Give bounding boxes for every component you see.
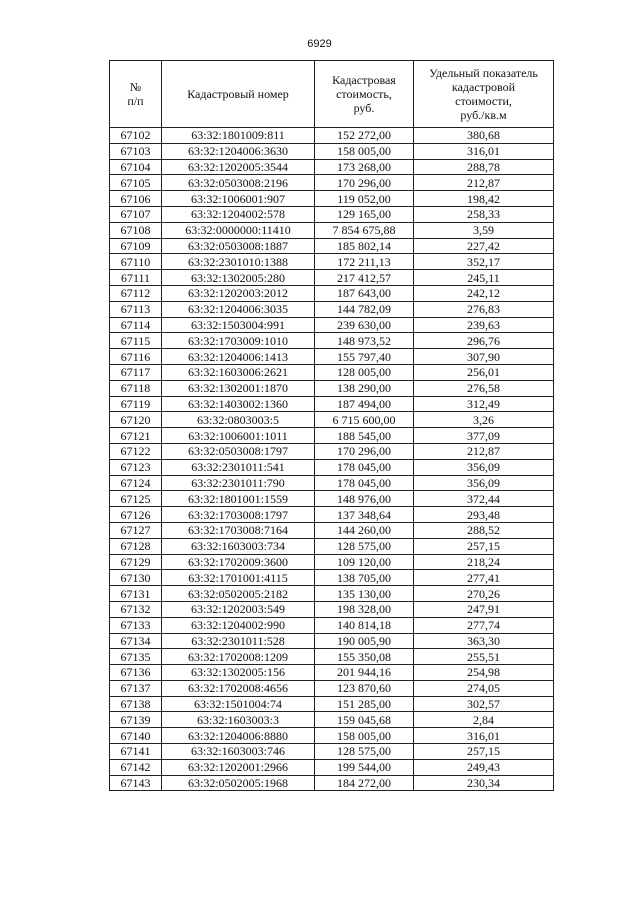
cell-row-number: 67104 [110, 159, 162, 175]
cell-cadastral-value: 178 045,00 [315, 459, 414, 475]
cell-row-number: 67124 [110, 475, 162, 491]
cell-specific-indicator: 312,49 [414, 396, 554, 412]
cell-row-number: 67119 [110, 396, 162, 412]
table-row [110, 728, 554, 744]
cell-cadastral-number: 63:32:0803003:5 [162, 412, 315, 428]
cell-specific-indicator: 212,87 [414, 175, 554, 191]
cell-cadastral-number: 63:32:1006001:907 [162, 191, 315, 207]
cell-specific-indicator: 288,78 [414, 159, 554, 175]
header-value-line: Кадастровая [332, 73, 396, 87]
table-row [110, 775, 554, 791]
cell-cadastral-value: 158 005,00 [315, 728, 414, 744]
table-row [110, 538, 554, 554]
cell-specific-indicator: 316,01 [414, 143, 554, 159]
cell-cadastral-number: 63:32:1302001:1870 [162, 380, 315, 396]
cell-cadastral-number: 63:32:2301010:1388 [162, 254, 315, 270]
table-row [110, 586, 554, 602]
header-indicator-line: Удельный показатель [429, 66, 538, 80]
cell-cadastral-number: 63:32:1801001:1559 [162, 491, 315, 507]
cell-cadastral-value: 148 973,52 [315, 333, 414, 349]
cell-cadastral-value: 172 211,13 [315, 254, 414, 270]
cell-row-number: 67107 [110, 206, 162, 222]
cell-cadastral-value: 140 814,18 [315, 617, 414, 633]
cell-specific-indicator: 288,52 [414, 522, 554, 538]
table-row [110, 333, 554, 349]
cell-cadastral-number: 63:32:1204002:990 [162, 617, 315, 633]
cell-row-number: 67122 [110, 443, 162, 459]
cell-row-number: 67128 [110, 538, 162, 554]
cell-cadastral-number: 63:32:1703009:1010 [162, 333, 315, 349]
header-row-number [110, 61, 162, 128]
cell-cadastral-number: 63:32:2301011:790 [162, 475, 315, 491]
cell-cadastral-value: 138 290,00 [315, 380, 414, 396]
table-row [110, 175, 554, 191]
header-value-line: стоимость, [336, 87, 392, 101]
cell-specific-indicator: 218,24 [414, 554, 554, 570]
table-row [110, 665, 554, 681]
cell-cadastral-value: 158 005,00 [315, 143, 414, 159]
table-row [110, 301, 554, 317]
cell-specific-indicator: 245,11 [414, 270, 554, 286]
cell-cadastral-value: 6 715 600,00 [315, 412, 414, 428]
cell-row-number: 67130 [110, 570, 162, 586]
cell-specific-indicator: 356,09 [414, 459, 554, 475]
cell-specific-indicator: 230,34 [414, 775, 554, 791]
table-row [110, 459, 554, 475]
cell-row-number: 67129 [110, 554, 162, 570]
cell-cadastral-value: 190 005,90 [315, 633, 414, 649]
cell-row-number: 67110 [110, 254, 162, 270]
cell-specific-indicator: 3,26 [414, 412, 554, 428]
cell-cadastral-value: 128 575,00 [315, 538, 414, 554]
cell-cadastral-number: 63:32:1006001:1011 [162, 428, 315, 444]
table-row [110, 744, 554, 760]
cell-row-number: 67125 [110, 491, 162, 507]
cell-cadastral-value: 155 797,40 [315, 349, 414, 365]
table-row [110, 443, 554, 459]
cell-cadastral-value: 7 854 675,88 [315, 222, 414, 238]
cell-row-number: 67117 [110, 364, 162, 380]
cell-specific-indicator: 274,05 [414, 680, 554, 696]
cell-specific-indicator: 377,09 [414, 428, 554, 444]
cell-cadastral-number: 63:32:1702008:1209 [162, 649, 315, 665]
cell-cadastral-number: 63:32:1202003:2012 [162, 285, 315, 301]
cell-specific-indicator: 296,76 [414, 333, 554, 349]
cell-specific-indicator: 352,17 [414, 254, 554, 270]
cell-cadastral-number: 63:32:1702009:3600 [162, 554, 315, 570]
cell-row-number: 67102 [110, 128, 162, 144]
cell-cadastral-number: 63:32:1703008:1797 [162, 507, 315, 523]
cell-specific-indicator: 242,12 [414, 285, 554, 301]
table-row [110, 617, 554, 633]
cell-row-number: 67133 [110, 617, 162, 633]
table-row [110, 601, 554, 617]
cell-specific-indicator: 277,41 [414, 570, 554, 586]
table-row [110, 554, 554, 570]
cell-specific-indicator: 198,42 [414, 191, 554, 207]
cell-cadastral-number: 63:32:1703008:7164 [162, 522, 315, 538]
cell-row-number: 67118 [110, 380, 162, 396]
cell-specific-indicator: 3,59 [414, 222, 554, 238]
cell-specific-indicator: 302,57 [414, 696, 554, 712]
cell-specific-indicator: 247,91 [414, 601, 554, 617]
cell-row-number: 67106 [110, 191, 162, 207]
cell-row-number: 67105 [110, 175, 162, 191]
table-row [110, 475, 554, 491]
table-row [110, 633, 554, 649]
cell-cadastral-number: 63:32:1204006:1413 [162, 349, 315, 365]
header-num-line: п/п [127, 94, 144, 108]
cell-cadastral-value: 152 272,00 [315, 128, 414, 144]
cell-row-number: 67112 [110, 285, 162, 301]
cell-cadastral-number: 63:32:2301011:541 [162, 459, 315, 475]
table-row [110, 317, 554, 333]
cell-cadastral-value: 187 494,00 [315, 396, 414, 412]
cell-cadastral-value: 184 272,00 [315, 775, 414, 791]
table-row [110, 380, 554, 396]
cell-row-number: 67116 [110, 349, 162, 365]
cell-specific-indicator: 307,90 [414, 349, 554, 365]
cell-cadastral-number: 63:32:1801009:811 [162, 128, 315, 144]
cell-cadastral-value: 170 296,00 [315, 175, 414, 191]
cell-specific-indicator: 254,98 [414, 665, 554, 681]
table-row [110, 285, 554, 301]
table-row [110, 759, 554, 775]
cell-cadastral-number: 63:32:1202001:2966 [162, 759, 315, 775]
cell-row-number: 67115 [110, 333, 162, 349]
table-row [110, 428, 554, 444]
cell-cadastral-value: 129 165,00 [315, 206, 414, 222]
cell-cadastral-number: 63:32:0503008:2196 [162, 175, 315, 191]
cell-row-number: 67120 [110, 412, 162, 428]
cell-cadastral-number: 63:32:1202003:549 [162, 601, 315, 617]
cell-specific-indicator: 257,15 [414, 744, 554, 760]
cell-cadastral-number: 63:32:1204002:578 [162, 206, 315, 222]
cell-row-number: 67127 [110, 522, 162, 538]
cell-cadastral-number: 63:32:1603003:734 [162, 538, 315, 554]
cadastral-value-table [109, 60, 554, 791]
cell-specific-indicator: 363,30 [414, 633, 554, 649]
cell-cadastral-value: 170 296,00 [315, 443, 414, 459]
table-body [110, 128, 554, 791]
cell-cadastral-value: 138 705,00 [315, 570, 414, 586]
cell-row-number: 67123 [110, 459, 162, 475]
table-row [110, 507, 554, 523]
cell-specific-indicator: 380,68 [414, 128, 554, 144]
header-specific-indicator [414, 61, 554, 128]
cell-specific-indicator: 372,44 [414, 491, 554, 507]
cell-cadastral-number: 63:32:1501004:74 [162, 696, 315, 712]
cell-row-number: 67136 [110, 665, 162, 681]
cell-row-number: 67139 [110, 712, 162, 728]
cell-row-number: 67121 [110, 428, 162, 444]
cell-cadastral-value: 135 130,00 [315, 586, 414, 602]
cell-specific-indicator: 277,74 [414, 617, 554, 633]
cell-row-number: 67132 [110, 601, 162, 617]
table-row [110, 206, 554, 222]
cell-cadastral-number: 63:32:2301011:528 [162, 633, 315, 649]
cell-cadastral-value: 185 802,14 [315, 238, 414, 254]
cell-cadastral-value: 148 976,00 [315, 491, 414, 507]
table-row [110, 649, 554, 665]
cell-cadastral-value: 187 643,00 [315, 285, 414, 301]
cell-specific-indicator: 227,42 [414, 238, 554, 254]
cell-cadastral-number: 63:32:1403002:1360 [162, 396, 315, 412]
cell-cadastral-value: 144 782,09 [315, 301, 414, 317]
cell-row-number: 67140 [110, 728, 162, 744]
cell-cadastral-value: 128 575,00 [315, 744, 414, 760]
cell-cadastral-value: 123 870,60 [315, 680, 414, 696]
table-row [110, 128, 554, 144]
cell-cadastral-number: 63:32:0000000:11410 [162, 222, 315, 238]
cell-cadastral-number: 63:32:1702008:4656 [162, 680, 315, 696]
header-value-line: руб. [353, 101, 375, 115]
cell-cadastral-value: 201 944,16 [315, 665, 414, 681]
cell-specific-indicator: 258,33 [414, 206, 554, 222]
cell-cadastral-value: 109 120,00 [315, 554, 414, 570]
cell-row-number: 67142 [110, 759, 162, 775]
cell-cadastral-number: 63:32:1204006:8880 [162, 728, 315, 744]
cell-row-number: 67141 [110, 744, 162, 760]
cell-row-number: 67137 [110, 680, 162, 696]
cell-cadastral-number: 63:32:1603003:3 [162, 712, 315, 728]
table-row [110, 222, 554, 238]
cell-cadastral-number: 63:32:1204006:3035 [162, 301, 315, 317]
table-row [110, 364, 554, 380]
cell-cadastral-value: 128 005,00 [315, 364, 414, 380]
cell-cadastral-value: 178 045,00 [315, 475, 414, 491]
cell-specific-indicator: 257,15 [414, 538, 554, 554]
table-row [110, 191, 554, 207]
header-indicator-line: стоимости, [455, 94, 512, 108]
cell-cadastral-number: 63:32:1503004:991 [162, 317, 315, 333]
table-row [110, 270, 554, 286]
cell-row-number: 67126 [110, 507, 162, 523]
cell-cadastral-value: 159 045,68 [315, 712, 414, 728]
cell-cadastral-value: 198 328,00 [315, 601, 414, 617]
cell-row-number: 67114 [110, 317, 162, 333]
cell-row-number: 67134 [110, 633, 162, 649]
cell-row-number: 67103 [110, 143, 162, 159]
cell-cadastral-value: 173 268,00 [315, 159, 414, 175]
table-header-row [110, 61, 554, 128]
cell-specific-indicator: 293,48 [414, 507, 554, 523]
cell-specific-indicator: 256,01 [414, 364, 554, 380]
cell-cadastral-number: 63:32:0503008:1887 [162, 238, 315, 254]
cell-row-number: 67108 [110, 222, 162, 238]
cell-cadastral-number: 63:32:0502005:2182 [162, 586, 315, 602]
cell-specific-indicator: 276,58 [414, 380, 554, 396]
cell-specific-indicator: 356,09 [414, 475, 554, 491]
cell-cadastral-number: 63:32:1202005:3544 [162, 159, 315, 175]
header-cadastral-number: Кадастровый номер [162, 61, 315, 128]
table-row [110, 680, 554, 696]
table-row [110, 412, 554, 428]
cell-row-number: 67113 [110, 301, 162, 317]
cell-cadastral-value: 144 260,00 [315, 522, 414, 538]
table-row [110, 349, 554, 365]
table-row [110, 522, 554, 538]
table-row [110, 238, 554, 254]
header-indicator-line: руб./кв.м [460, 108, 507, 122]
cell-row-number: 67131 [110, 586, 162, 602]
cell-row-number: 67135 [110, 649, 162, 665]
cell-cadastral-number: 63:32:1603006:2621 [162, 364, 315, 380]
header-num-line: № [129, 80, 142, 94]
table-row [110, 696, 554, 712]
cell-specific-indicator: 239,63 [414, 317, 554, 333]
table-row [110, 143, 554, 159]
cell-cadastral-value: 137 348,64 [315, 507, 414, 523]
page-number: 6929 [307, 38, 332, 50]
cell-specific-indicator: 2,84 [414, 712, 554, 728]
cell-row-number: 67111 [110, 270, 162, 286]
cell-cadastral-value: 155 350,08 [315, 649, 414, 665]
cell-row-number: 67143 [110, 775, 162, 791]
cell-row-number: 67109 [110, 238, 162, 254]
table-row [110, 570, 554, 586]
cell-cadastral-value: 239 630,00 [315, 317, 414, 333]
cell-cadastral-value: 217 412,57 [315, 270, 414, 286]
table-row [110, 254, 554, 270]
header-cadastral-value [315, 61, 414, 128]
table-row [110, 712, 554, 728]
cell-cadastral-number: 63:32:0502005:1968 [162, 775, 315, 791]
table-row [110, 159, 554, 175]
table-row [110, 491, 554, 507]
cell-specific-indicator: 255,51 [414, 649, 554, 665]
table-row [110, 396, 554, 412]
cell-row-number: 67138 [110, 696, 162, 712]
cell-cadastral-number: 63:32:1302005:156 [162, 665, 315, 681]
cell-specific-indicator: 212,87 [414, 443, 554, 459]
cell-cadastral-value: 119 052,00 [315, 191, 414, 207]
cell-specific-indicator: 276,83 [414, 301, 554, 317]
cell-cadastral-value: 188 545,00 [315, 428, 414, 444]
cell-cadastral-number: 63:32:1302005:280 [162, 270, 315, 286]
header-indicator-line: кадастровой [451, 80, 516, 94]
cell-cadastral-number: 63:32:0503008:1797 [162, 443, 315, 459]
cell-cadastral-number: 63:32:1701001:4115 [162, 570, 315, 586]
cell-specific-indicator: 249,43 [414, 759, 554, 775]
cell-cadastral-number: 63:32:1603003:746 [162, 744, 315, 760]
cell-specific-indicator: 270,26 [414, 586, 554, 602]
cell-specific-indicator: 316,01 [414, 728, 554, 744]
cell-cadastral-value: 199 544,00 [315, 759, 414, 775]
cell-cadastral-value: 151 285,00 [315, 696, 414, 712]
cell-cadastral-number: 63:32:1204006:3630 [162, 143, 315, 159]
